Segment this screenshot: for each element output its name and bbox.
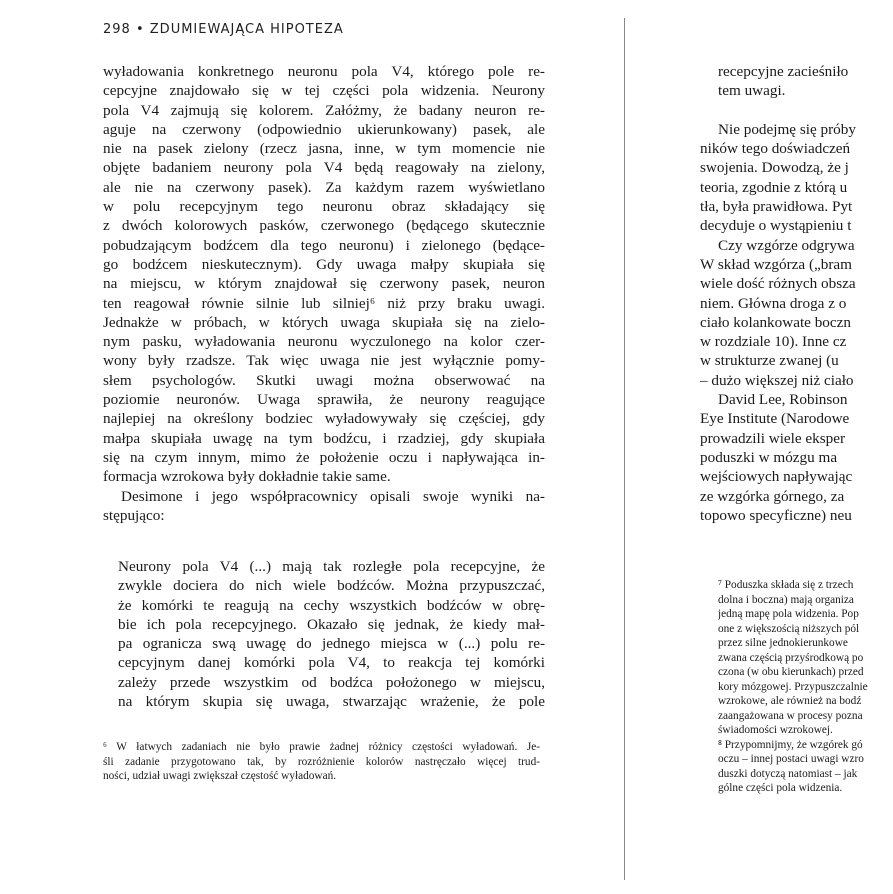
- text-line: ności, udział uwagi zwiększał częstość wyładowań.: [103, 770, 337, 782]
- text-line: ze wzgórka górnego, za: [700, 487, 845, 505]
- text-line: kory mózgowej. Przypuszczalnie: [718, 680, 868, 693]
- text-line: się na czym innym, mimo że położenie oczu i napływająca in-: [103, 448, 545, 466]
- left-page-footnotes: [103, 740, 540, 784]
- text-line: wony były rzadsze. Tak więc uwaga nie jest wyłącznie pomy-: [103, 352, 545, 370]
- text-line: zwykle dociera do nich wiele bodźców. Można przypuszczać,: [118, 577, 545, 595]
- text-line: zaangażowana w procesy pozna: [718, 709, 863, 722]
- text-line: cepcyjnym danej komórki pola V4, to reakcja tej komórki: [118, 654, 545, 672]
- text-line: gólne części pola widzenia.: [718, 782, 843, 794]
- text-line: pola V4 zajmują się kolorem. Załóżmy, że badany neuron re-: [103, 101, 545, 119]
- text-line: W skład wzgórza („bram: [700, 255, 852, 273]
- text-line: aguje na czerwony (odpowiednio ukierunkowany) pasek, ale: [103, 120, 545, 138]
- left-page-quote: [118, 557, 545, 711]
- text-line: przez silne jednokierunkowe: [718, 637, 848, 649]
- text-line: cepcyjne znajdowało się w tej części pola widzenia. Neurony: [103, 82, 545, 100]
- text-line: recepcyjne zacieśniło: [718, 63, 849, 80]
- text-line: poduszki w mózgu ma: [700, 448, 838, 466]
- text-line: na którym skupia się uwaga, stwarzając wrażenie, że pole: [118, 693, 545, 711]
- text-line: ników tego doświadczeń: [700, 140, 851, 158]
- text-line: ten reagował równie silnie lub silniej⁶ niż przy braku uwagi.: [103, 294, 545, 312]
- text-line: ⁶ W łatwych zadaniach nie było prawie żadnej różnicy częstości wyładowań. Je-: [103, 741, 540, 753]
- text-line: w polu recepcyjnym tego neuronu obraz składający się: [103, 198, 545, 216]
- text-line: czona (w obu kierunkach) przed: [718, 666, 864, 678]
- text-line: bie ich pola recepcyjnego. Okazało się jednak, że kiedy mał-: [118, 615, 545, 633]
- text-line: wiele dość różnych obsza: [700, 275, 856, 293]
- text-line: wejściowych napływając: [700, 468, 853, 486]
- text-line: Jednakże w próbach, w których uwaga skupiała się na zielo-: [103, 313, 545, 331]
- text-line: go bodźcem nieskutecznym). Gdy uwaga małpy skupiała się: [103, 255, 545, 273]
- text-line: duszki dotyczą natomiast – jak: [718, 767, 858, 780]
- text-line: w rozdziale 10). Inne cz: [700, 333, 847, 351]
- text-line: topowo specyficzne) neu: [700, 506, 852, 524]
- text-line: David Lee, Robinson: [718, 391, 848, 409]
- text-line: świadomości wzrokowej.: [718, 724, 833, 736]
- text-line: nie na pasek zielony (rzecz jasna, inne, w tym momencie nie: [103, 140, 545, 158]
- text-line: ciało kolankowate boczn: [700, 313, 851, 331]
- text-line: najlepiej na określony bodziec wyładowywały się częściej, gdy: [103, 410, 545, 428]
- running-header: [103, 22, 344, 37]
- text-line: tem uwagi.: [718, 82, 786, 100]
- text-line: tła, była prawidłowa. Pyt: [700, 198, 853, 216]
- text-line: objęte badaniem neurony pola V4 będą reagowały na zielony,: [103, 159, 545, 177]
- text-line: wyładowania konkretnego neuronu pola V4, którego pole re-: [103, 63, 545, 80]
- text-line: dolna i boczna) mają organiza: [718, 593, 854, 606]
- text-line: swojenia. Dowodzą, że j: [700, 159, 849, 177]
- right-page-body: [700, 62, 893, 525]
- text-line: małpa skupiała uwagę na tym bodźcu, i rzadziej, gdy skupiała: [103, 429, 545, 447]
- text-line: wzrokowe, ale również na bodź: [718, 695, 862, 707]
- text-line: Neurony pola V4 (...) mają tak rozległe pola recepcyjne, że: [118, 558, 545, 575]
- text-line: Czy wzgórze odgrywa: [718, 236, 855, 254]
- text-line: ⁸ Przypomnijmy, że wzgórek gó: [718, 738, 863, 751]
- text-line: ale nie na czerwony pasek). Za każdym razem wyświetlano: [103, 178, 545, 196]
- text-line: oczu – innej postaci uwagi wzro: [718, 753, 864, 765]
- header-bullet: •: [135, 22, 145, 37]
- text-line: z dwóch kolorowych pasków, czerwonego (będącego skutecznie: [103, 217, 545, 235]
- page-gutter-divider: [624, 18, 625, 880]
- text-line: Desimone i jego współpracownicy opisali swoje wyniki na-: [121, 487, 545, 505]
- left-page-body: [103, 62, 545, 525]
- text-line: nym pasku, wyładowania neuronu wyczulonego na kolor czer-: [103, 333, 545, 351]
- text-line: na miejscu, w którym znajdował się czerwony pasek, neuron: [103, 275, 545, 293]
- paragraph-gap: [700, 101, 893, 120]
- text-line: ⁷ Poduszka składa się z trzech: [718, 579, 854, 591]
- text-line: jedną mapę pola widzenia. Pop: [718, 608, 859, 620]
- text-line: śli zadanie przygotowano tak, by rozróżnienie kolorów nastręczało więcej trud-: [103, 755, 540, 768]
- text-line: w strukturze zwanej (u: [700, 352, 839, 370]
- text-line: zwana częścią przyśrodkową po: [718, 651, 864, 664]
- text-line: stępująco:: [103, 506, 165, 524]
- text-line: – dużo większej niż ciało: [700, 371, 854, 389]
- text-line: pa ogranicza swą uwagę do jednego miejsca w (...) polu re-: [118, 635, 545, 653]
- text-line: że komórki te reagują na cechy wszystkich bodźców w obrę-: [118, 596, 545, 614]
- text-line: one z większością niższych pól: [718, 622, 860, 635]
- text-line: zależy przede wszystkim od bodźca położonego w miejscu,: [118, 673, 545, 691]
- text-line: pobudzającym bodźcem dla tego neuronu) i zielonego (będące-: [103, 236, 545, 254]
- text-line: prowadzili wiele eksper: [700, 429, 846, 447]
- text-line: niem. Główna droga z o: [700, 294, 847, 312]
- text-line: Nie podejmę się próby: [718, 120, 856, 138]
- text-line: decyduje o wystąpieniu t: [700, 217, 852, 235]
- page-number: 298: [103, 22, 131, 37]
- text-line: słem psychologów. Skutki uwagi można obserwować na: [103, 371, 545, 389]
- right-page-footnotes: [718, 578, 893, 796]
- text-line: formacja wzrokowa były dokładnie takie same.: [103, 468, 391, 486]
- running-title: ZDUMIEWAJĄCA HIPOTEZA: [149, 22, 344, 37]
- text-line: teoria, zgodnie z którą u: [700, 178, 848, 196]
- text-line: Eye Institute (Narodowe: [700, 410, 850, 428]
- text-line: poziomie neuronów. Uwaga sprawiła, że neurony reagujące: [103, 391, 545, 409]
